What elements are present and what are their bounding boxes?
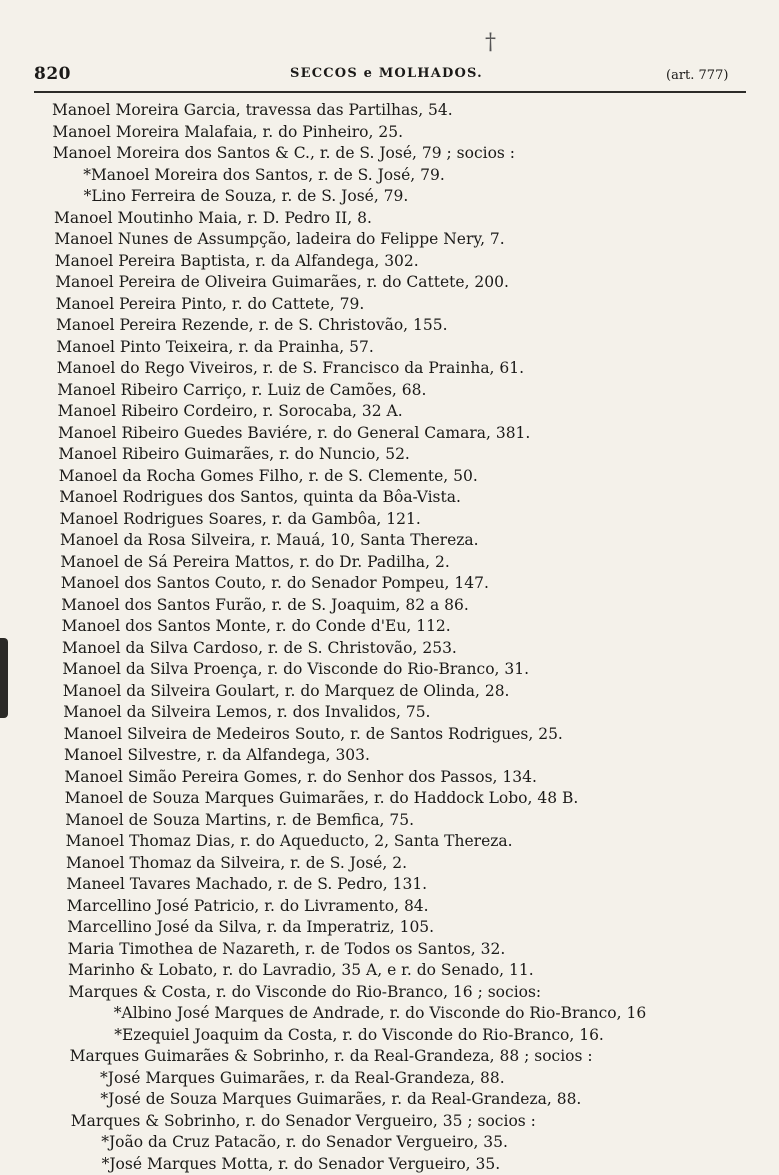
directory-entry: Manoel dos Santos Monte, r. do Conde d'Eu, 112. — [0, 616, 779, 638]
directory-entry: Manoel Rodrigues Soares, r. da Gambôa, 121. — [0, 509, 779, 531]
directory-entry: Manoel Pereira Baptista, r. da Alfandega, 302. — [0, 251, 779, 273]
directory-entry: Manoel Ribeiro Guedes Baviére, r. do General Camara, 381. — [0, 423, 779, 445]
directory-entry: Manoel Ribeiro Guimarães, r. do Nuncio, 52. — [0, 444, 779, 466]
directory-entry: *Ezequiel Joaquim da Costa, r. do Visconde do Rio-Branco, 16. — [0, 1025, 779, 1047]
directory-entry: Manoel da Silveira Lemos, r. dos Invalidos, 75. — [0, 702, 779, 724]
directory-entry: Maneel Tavares Machado, r. de S. Pedro, 131. — [0, 874, 779, 896]
article-ref: (art. 777) — [666, 68, 728, 83]
directory-entry: *Lino Ferreira de Souza, r. de S. José, 79. — [0, 186, 779, 208]
directory-entry: Marques Guimarães & Sobrinho, r. da Real-Grandeza, 88 ; socios : — [0, 1046, 779, 1068]
directory-entry: *José Marques Motta, r. do Senador Vergueiro, 35. — [0, 1154, 779, 1175]
directory-entry: Manoel Thomaz Dias, r. do Aqueducto, 2, Santa Thereza. — [0, 831, 779, 853]
directory-entry: Manoel da Silva Cardoso, r. de S. Christovão, 253. — [0, 638, 779, 660]
directory-entry: Manoel Thomaz da Silveira, r. de S. José, 2. — [0, 853, 779, 875]
directory-entry: Manoel dos Santos Couto, r. do Senador Pompeu, 147. — [0, 573, 779, 595]
directory-entry: Manoel de Souza Martins, r. de Bemfica, 75. — [0, 810, 779, 832]
directory-entry: Manoel da Rocha Gomes Filho, r. de S. Clemente, 50. — [0, 466, 779, 488]
directory-entry: Manoel Simão Pereira Gomes, r. do Senhor dos Passos, 134. — [0, 767, 779, 789]
directory-entry: Manoel de Sá Pereira Mattos, r. do Dr. Padilha, 2. — [0, 552, 779, 574]
directory-entry: Manoel de Souza Marques Guimarães, r. do Haddock Lobo, 48 B. — [0, 788, 779, 810]
header-rule — [34, 91, 746, 93]
directory-entry: Manoel Rodrigues dos Santos, quinta da Bôa-Vista. — [0, 487, 779, 509]
directory-entry: Manoel Ribeiro Cordeiro, r. Sorocaba, 32 A. — [0, 401, 779, 423]
section-title: SECCOS e MOLHADOS. — [290, 66, 483, 81]
directory-entry: Manoel Silvestre, r. da Alfandega, 303. — [0, 745, 779, 767]
directory-entry: Manoel Pinto Teixeira, r. da Prainha, 57. — [0, 337, 779, 359]
directory-entry: Manoel da Silva Proença, r. do Visconde do Rio-Branco, 31. — [0, 659, 779, 681]
page-header — [34, 62, 746, 92]
directory-entry: Manoel da Silveira Goulart, r. do Marquez de Olinda, 28. — [0, 681, 779, 703]
directory-entry: Manoel dos Santos Furão, r. de S. Joaquim, 82 a 86. — [0, 595, 779, 617]
directory-entry: Marques & Costa, r. do Visconde do Rio-Branco, 16 ; socios: — [0, 982, 779, 1004]
page-number: 820 — [34, 64, 71, 84]
directory-entry: Manoel Nunes de Assumpção, ladeira do Felippe Nery, 7. — [0, 229, 779, 251]
directory-entry: Manoel Moreira dos Santos & C., r. de S. José, 79 ; socios : — [0, 143, 779, 165]
directory-entry: Manoel do Rego Viveiros, r. de S. Francisco da Prainha, 61. — [0, 358, 779, 380]
directory-entry: Maria Timothea de Nazareth, r. de Todos os Santos, 32. — [0, 939, 779, 961]
directory-entry: Manoel Pereira Pinto, r. do Cattete, 79. — [0, 294, 779, 316]
directory-entry: *José de Souza Marques Guimarães, r. da Real-Grandeza, 88. — [0, 1089, 779, 1111]
directory-entry: *José Marques Guimarães, r. da Real-Grandeza, 88. — [0, 1068, 779, 1090]
binding-shadow — [0, 638, 8, 718]
directory-entry: Marques & Sobrinho, r. do Senador Vergueiro, 35 ; socios : — [0, 1111, 779, 1133]
directory-entry: Marcellino José Patricio, r. do Livramento, 84. — [0, 896, 779, 918]
directory-entry: *Manoel Moreira dos Santos, r. de S. José, 79. — [0, 165, 779, 187]
directory-entry: *João da Cruz Patacão, r. do Senador Vergueiro, 35. — [0, 1132, 779, 1154]
dagger-mark: † — [485, 30, 496, 55]
directory-entry: Manoel Pereira Rezende, r. de S. Christovão, 155. — [0, 315, 779, 337]
entry-list — [0, 100, 779, 1175]
directory-entry: Marcellino José da Silva, r. da Imperatriz, 105. — [0, 917, 779, 939]
directory-entry: Manoel Moutinho Maia, r. D. Pedro II, 8. — [0, 208, 779, 230]
directory-entry: Manoel Moreira Garcia, travessa das Partilhas, 54. — [0, 100, 779, 122]
directory-entry: *Albino José Marques de Andrade, r. do Visconde do Rio-Branco, 16 — [0, 1003, 779, 1025]
directory-entry: Marinho & Lobato, r. do Lavradio, 35 A, e r. do Senado, 11. — [0, 960, 779, 982]
directory-entry: Manoel Pereira de Oliveira Guimarães, r. do Cattete, 200. — [0, 272, 779, 294]
directory-entry: Manoel Moreira Malafaia, r. do Pinheiro, 25. — [0, 122, 779, 144]
directory-entry: Manoel Silveira de Medeiros Souto, r. de Santos Rodrigues, 25. — [0, 724, 779, 746]
directory-entry: Manoel Ribeiro Carriço, r. Luiz de Camões, 68. — [0, 380, 779, 402]
directory-entry: Manoel da Rosa Silveira, r. Mauá, 10, Santa Thereza. — [0, 530, 779, 552]
